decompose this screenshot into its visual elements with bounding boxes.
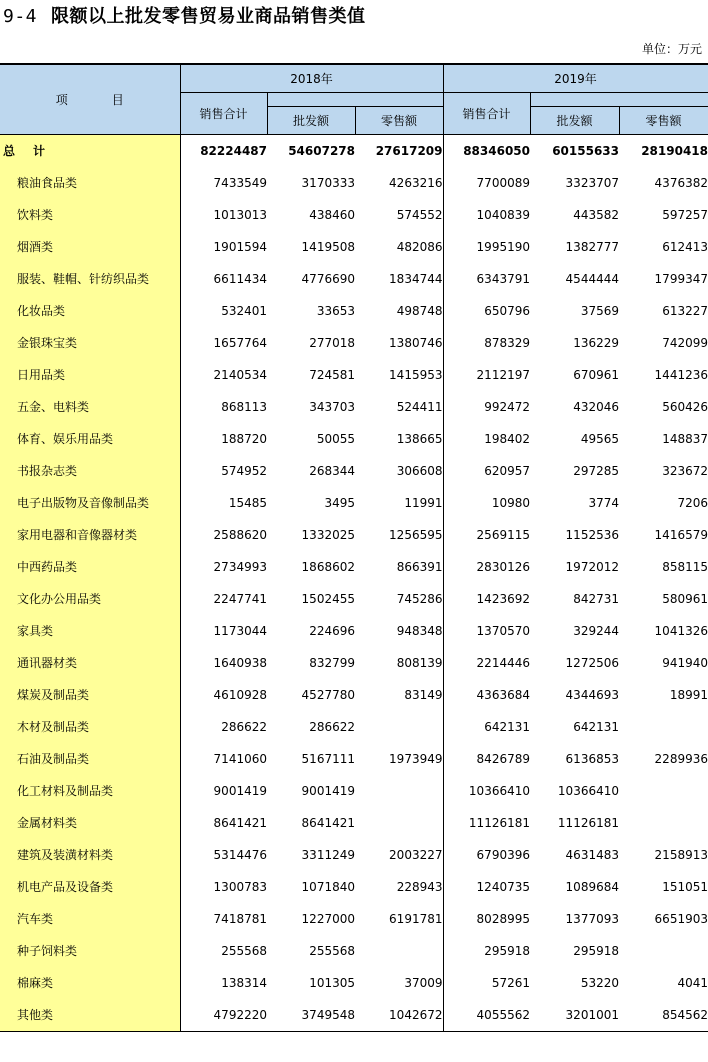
- cell-sales-2018: 532401: [221, 304, 267, 318]
- cell-wholesale-2018: 1332025: [301, 528, 355, 542]
- cell-retail-2019: 1416579: [654, 528, 708, 542]
- table-row: [0, 487, 708, 519]
- cell-wholesale-2018: 286622: [309, 720, 355, 734]
- cell-sales-2019: 1995190: [476, 240, 530, 254]
- category-name: 棉麻类: [0, 967, 180, 999]
- cell-sales-2019: 6343791: [476, 272, 530, 286]
- cell-sales-2018: 255568: [221, 944, 267, 958]
- cell-wholesale-2019: 297285: [573, 464, 619, 478]
- category-name: 木材及制品类: [0, 711, 180, 743]
- category-name: 中西药品类: [0, 551, 180, 583]
- sales-total-header-2018: 销售合计: [180, 93, 267, 135]
- cell-wholesale-2018: 438460: [309, 208, 355, 222]
- cell-wholesale-2019: 295918: [573, 944, 619, 958]
- item-label-b: 目: [111, 93, 124, 107]
- cell-sales-2019: 4055562: [443, 999, 530, 1032]
- category-name: 建筑及装潢材料类: [0, 839, 180, 871]
- cell-sales-2018: 7433549: [213, 176, 267, 190]
- cell-retail-2018: 228943: [355, 871, 443, 903]
- cell-sales-2019: 2214446: [476, 656, 530, 670]
- cell-retail-2019: 613227: [662, 304, 708, 318]
- table-row: [0, 391, 708, 423]
- cell-sales-2019: 1370570: [476, 624, 530, 638]
- cell-wholesale-2019: 53220: [580, 976, 619, 990]
- cell-wholesale-2019: 432046: [573, 400, 619, 414]
- table-row: [0, 999, 708, 1032]
- cell-retail-2019: 597257: [662, 208, 708, 222]
- page-title: [3, 4, 366, 30]
- cell-sales-2019: 8426789: [476, 752, 530, 766]
- category-name: 服装、鞋帽、针纺织品类: [0, 263, 180, 295]
- cell-wholesale-2018: 1868602: [301, 560, 355, 574]
- retail-header-2019: 零售额: [619, 107, 708, 135]
- cell-retail-2019: 2289936: [654, 752, 708, 766]
- cell-wholesale-2018: 3495: [324, 496, 355, 510]
- table-row: [0, 871, 708, 903]
- cell-retail-2019: [619, 935, 708, 967]
- cell-retail-2018: 574552: [355, 199, 443, 231]
- item-column-header: [0, 64, 180, 135]
- cell-wholesale-2019: 1089684: [565, 880, 619, 894]
- table-row: [0, 167, 708, 199]
- cell-wholesale-2018: 1227000: [301, 912, 355, 926]
- cell-retail-2019: 854562: [619, 999, 708, 1032]
- cell-retail-2019: 6651903: [654, 912, 708, 926]
- table-row: [0, 615, 708, 647]
- cell-sales-2019: 2112197: [476, 368, 530, 382]
- cell-wholesale-2018: 5167111: [301, 752, 355, 766]
- category-name: 五金、电料类: [0, 391, 180, 423]
- category-name: 石油及制品类: [0, 743, 180, 775]
- total-wholesale-2019: 60155633: [552, 144, 619, 158]
- table-row: [0, 295, 708, 327]
- cell-wholesale-2019: 329244: [573, 624, 619, 638]
- wholesale-header-2019: 批发额: [530, 107, 619, 135]
- cell-wholesale-2019: 10366410: [557, 784, 619, 798]
- cell-sales-2018: 7418781: [213, 912, 267, 926]
- cell-sales-2018: 4792220: [180, 999, 267, 1032]
- cell-retail-2018: [355, 807, 443, 839]
- table-row: [0, 519, 708, 551]
- table-row: [0, 551, 708, 583]
- category-name: 金银珠宝类: [0, 327, 180, 359]
- cell-retail-2019: 4041: [677, 976, 708, 990]
- cell-retail-2018: 482086: [355, 231, 443, 263]
- total-sales-2019: 88346050: [463, 144, 530, 158]
- table-row: [0, 359, 708, 391]
- cell-sales-2018: 2140534: [213, 368, 267, 382]
- category-name: 家具类: [0, 615, 180, 647]
- cell-wholesale-2018: 724581: [309, 368, 355, 382]
- cell-retail-2018: 2003227: [355, 839, 443, 871]
- cell-wholesale-2018: 1502455: [301, 592, 355, 606]
- cell-retail-2018: 1834744: [355, 263, 443, 295]
- cell-sales-2018: 2734993: [213, 560, 267, 574]
- table-row: [0, 583, 708, 615]
- cell-wholesale-2019: 670961: [573, 368, 619, 382]
- category-name: 饮料类: [0, 199, 180, 231]
- table-row: [0, 839, 708, 871]
- category-name: 种子饲料类: [0, 935, 180, 967]
- cell-retail-2019: [619, 807, 708, 839]
- cell-retail-2019: 4376382: [654, 176, 708, 190]
- cell-sales-2018: 1300783: [213, 880, 267, 894]
- cell-sales-2019: 1040839: [476, 208, 530, 222]
- cell-sales-2018: 574952: [221, 464, 267, 478]
- cell-wholesale-2018: 4527780: [301, 688, 355, 702]
- header-spacer-2018: [267, 93, 443, 107]
- cell-retail-2019: 1441236: [654, 368, 708, 382]
- cell-sales-2018: 1657764: [213, 336, 267, 350]
- cell-wholesale-2019: 3323707: [565, 176, 619, 190]
- cell-wholesale-2019: 1382777: [565, 240, 619, 254]
- cell-wholesale-2019: 1152536: [565, 528, 619, 542]
- cell-retail-2019: 580961: [662, 592, 708, 606]
- cell-sales-2018: 138314: [221, 976, 267, 990]
- cell-sales-2018: 1173044: [213, 624, 267, 638]
- cell-retail-2018: 37009: [355, 967, 443, 999]
- cell-retail-2018: [355, 935, 443, 967]
- cell-retail-2018: 808139: [355, 647, 443, 679]
- cell-sales-2018: 188720: [221, 432, 267, 446]
- table-row: [0, 263, 708, 295]
- cell-wholesale-2019: 4344693: [565, 688, 619, 702]
- cell-retail-2018: 306608: [355, 455, 443, 487]
- category-name: 电子出版物及音像制品类: [0, 487, 180, 519]
- category-name: 日用品类: [0, 359, 180, 391]
- cell-sales-2019: 11126181: [468, 816, 530, 830]
- cell-wholesale-2018: 3170333: [301, 176, 355, 190]
- cell-retail-2019: 148837: [662, 432, 708, 446]
- table-row: [0, 231, 708, 263]
- cell-wholesale-2019: 642131: [573, 720, 619, 734]
- cell-sales-2018: 1640938: [213, 656, 267, 670]
- year-2018-header: 2018年: [180, 64, 443, 93]
- sales-total-header-2019: 销售合计: [443, 93, 530, 135]
- cell-sales-2019: 8028995: [476, 912, 530, 926]
- cell-wholesale-2018: 1419508: [301, 240, 355, 254]
- table-row: [0, 807, 708, 839]
- unit-label: 单位：万元: [641, 42, 702, 56]
- cell-sales-2018: 2247741: [213, 592, 267, 606]
- table-number: 9-4: [3, 6, 38, 27]
- item-label-a: 项: [55, 93, 68, 107]
- cell-sales-2018: 8641421: [213, 816, 267, 830]
- cell-retail-2018: 948348: [355, 615, 443, 647]
- cell-sales-2018: 1901594: [213, 240, 267, 254]
- cell-retail-2018: 4263216: [355, 167, 443, 199]
- cell-retail-2018: 524411: [355, 391, 443, 423]
- cell-sales-2019: 7700089: [476, 176, 530, 190]
- cell-sales-2018: 15485: [228, 496, 267, 510]
- total-retail-2018: 27617209: [355, 135, 443, 168]
- category-name: 金属材料类: [0, 807, 180, 839]
- cell-retail-2019: 1799347: [654, 272, 708, 286]
- cell-retail-2019: 323672: [662, 464, 708, 478]
- category-name: 化妆品类: [0, 295, 180, 327]
- category-name: 文化办公用品类: [0, 583, 180, 615]
- cell-retail-2018: [355, 711, 443, 743]
- table-row: [0, 647, 708, 679]
- table-title-text: 限额以上批发零售贸易业商品销售类值: [51, 6, 366, 27]
- cell-sales-2019: 650796: [484, 304, 530, 318]
- cell-wholesale-2019: 49565: [580, 432, 619, 446]
- cell-retail-2019: 1041326: [654, 624, 708, 638]
- cell-sales-2019: 57261: [491, 976, 530, 990]
- cell-wholesale-2018: 101305: [309, 976, 355, 990]
- cell-sales-2018: 1013013: [213, 208, 267, 222]
- table-row: [0, 935, 708, 967]
- cell-retail-2018: [355, 775, 443, 807]
- category-name: 家用电器和音像器材类: [0, 519, 180, 551]
- retail-header-2018: 零售额: [355, 107, 443, 135]
- cell-wholesale-2018: 268344: [309, 464, 355, 478]
- cell-sales-2019: 642131: [484, 720, 530, 734]
- cell-wholesale-2018: 50055: [316, 432, 355, 446]
- cell-wholesale-2019: 6136853: [565, 752, 619, 766]
- cell-wholesale-2019: 3774: [588, 496, 619, 510]
- cell-retail-2019: 742099: [662, 336, 708, 350]
- cell-wholesale-2018: 33653: [316, 304, 355, 318]
- table-row: [0, 423, 708, 455]
- cell-sales-2019: 2830126: [476, 560, 530, 574]
- total-row: [0, 135, 708, 168]
- cell-sales-2018: 4610928: [213, 688, 267, 702]
- cell-wholesale-2019: 1972012: [565, 560, 619, 574]
- category-name: 煤炭及制品类: [0, 679, 180, 711]
- cell-sales-2019: 2569115: [476, 528, 530, 542]
- cell-retail-2018: 1380746: [355, 327, 443, 359]
- cell-wholesale-2018: 1071840: [301, 880, 355, 894]
- cell-wholesale-2019: 1377093: [565, 912, 619, 926]
- header-spacer-2019: [530, 93, 708, 107]
- cell-retail-2019: [619, 711, 708, 743]
- cell-retail-2019: 858115: [662, 560, 708, 574]
- cell-retail-2019: 7206: [677, 496, 708, 510]
- cell-wholesale-2018: 277018: [309, 336, 355, 350]
- cell-wholesale-2019: 37569: [580, 304, 619, 318]
- cell-wholesale-2019: 842731: [573, 592, 619, 606]
- cell-wholesale-2019: 11126181: [557, 816, 619, 830]
- cell-wholesale-2018: 9001419: [301, 784, 355, 798]
- table-row: [0, 711, 708, 743]
- cell-sales-2018: 6611434: [213, 272, 267, 286]
- table-row: [0, 775, 708, 807]
- cell-retail-2019: 560426: [662, 400, 708, 414]
- cell-wholesale-2018: 224696: [309, 624, 355, 638]
- cell-sales-2019: 4363684: [476, 688, 530, 702]
- cell-retail-2018: 745286: [355, 583, 443, 615]
- cell-retail-2018: 1042672: [355, 999, 443, 1032]
- category-name: 粮油食品类: [0, 167, 180, 199]
- cell-sales-2019: 6790396: [476, 848, 530, 862]
- table-row: [0, 679, 708, 711]
- cell-retail-2018: 138665: [355, 423, 443, 455]
- total-retail-2019: 28190418: [641, 144, 708, 158]
- cell-retail-2018: 6191781: [355, 903, 443, 935]
- cell-wholesale-2018: 832799: [309, 656, 355, 670]
- cell-wholesale-2018: 343703: [309, 400, 355, 414]
- category-name: 书报杂志类: [0, 455, 180, 487]
- category-name: 体育、娱乐用品类: [0, 423, 180, 455]
- cell-retail-2019: 941940: [662, 656, 708, 670]
- cell-retail-2018: 1973949: [355, 743, 443, 775]
- category-name: 通讯器材类: [0, 647, 180, 679]
- table-header: [0, 64, 708, 135]
- cell-retail-2019: 151051: [662, 880, 708, 894]
- wholesale-header-2018: 批发额: [267, 107, 355, 135]
- table-row: [0, 455, 708, 487]
- sales-table: [0, 63, 708, 1032]
- cell-sales-2018: 5314476: [213, 848, 267, 862]
- total-label: [0, 135, 180, 168]
- cell-sales-2019: 10366410: [468, 784, 530, 798]
- cell-sales-2019: 620957: [484, 464, 530, 478]
- cell-retail-2018: 498748: [355, 295, 443, 327]
- table-row: [0, 903, 708, 935]
- cell-sales-2019: 1423692: [476, 592, 530, 606]
- cell-wholesale-2018: 8641421: [301, 816, 355, 830]
- cell-sales-2019: 1240735: [476, 880, 530, 894]
- table-row: [0, 327, 708, 359]
- cell-sales-2018: 9001419: [213, 784, 267, 798]
- total-label-b: 计: [33, 144, 46, 158]
- cell-sales-2019: 198402: [484, 432, 530, 446]
- cell-wholesale-2019: 4631483: [565, 848, 619, 862]
- cell-wholesale-2019: 1272506: [565, 656, 619, 670]
- category-name: 化工材料及制品类: [0, 775, 180, 807]
- cell-wholesale-2018: 4776690: [301, 272, 355, 286]
- table-row: [0, 967, 708, 999]
- cell-wholesale-2019: 136229: [573, 336, 619, 350]
- cell-wholesale-2019: 443582: [573, 208, 619, 222]
- category-name: 汽车类: [0, 903, 180, 935]
- table-row: [0, 743, 708, 775]
- table-body: [0, 135, 708, 1032]
- table-row: [0, 199, 708, 231]
- cell-sales-2018: 868113: [221, 400, 267, 414]
- cell-sales-2019: 10980: [491, 496, 530, 510]
- total-sales-2018: 82224487: [200, 144, 267, 158]
- cell-wholesale-2018: 3311249: [301, 848, 355, 862]
- cell-sales-2019: 295918: [484, 944, 530, 958]
- cell-wholesale-2018: 3749548: [267, 999, 355, 1032]
- cell-retail-2018: 83149: [355, 679, 443, 711]
- total-wholesale-2018: 54607278: [288, 144, 355, 158]
- category-name: 机电产品及设备类: [0, 871, 180, 903]
- cell-wholesale-2018: 255568: [309, 944, 355, 958]
- cell-retail-2018: 1256595: [355, 519, 443, 551]
- cell-sales-2018: 2588620: [213, 528, 267, 542]
- cell-sales-2018: 7141060: [213, 752, 267, 766]
- cell-wholesale-2019: 3201001: [530, 999, 619, 1032]
- cell-sales-2019: 878329: [484, 336, 530, 350]
- cell-retail-2019: 2158913: [654, 848, 708, 862]
- cell-retail-2019: 18991: [669, 688, 708, 702]
- cell-retail-2018: 866391: [355, 551, 443, 583]
- cell-retail-2018: 1415953: [355, 359, 443, 391]
- cell-wholesale-2019: 4544444: [565, 272, 619, 286]
- cell-retail-2019: 612413: [662, 240, 708, 254]
- cell-sales-2019: 992472: [484, 400, 530, 414]
- year-2019-header: 2019年: [443, 64, 708, 93]
- category-name: 其他类: [0, 999, 180, 1032]
- cell-retail-2019: [619, 775, 708, 807]
- total-label-a: 总: [3, 144, 16, 158]
- cell-retail-2018: 11991: [355, 487, 443, 519]
- category-name: 烟酒类: [0, 231, 180, 263]
- cell-sales-2018: 286622: [221, 720, 267, 734]
